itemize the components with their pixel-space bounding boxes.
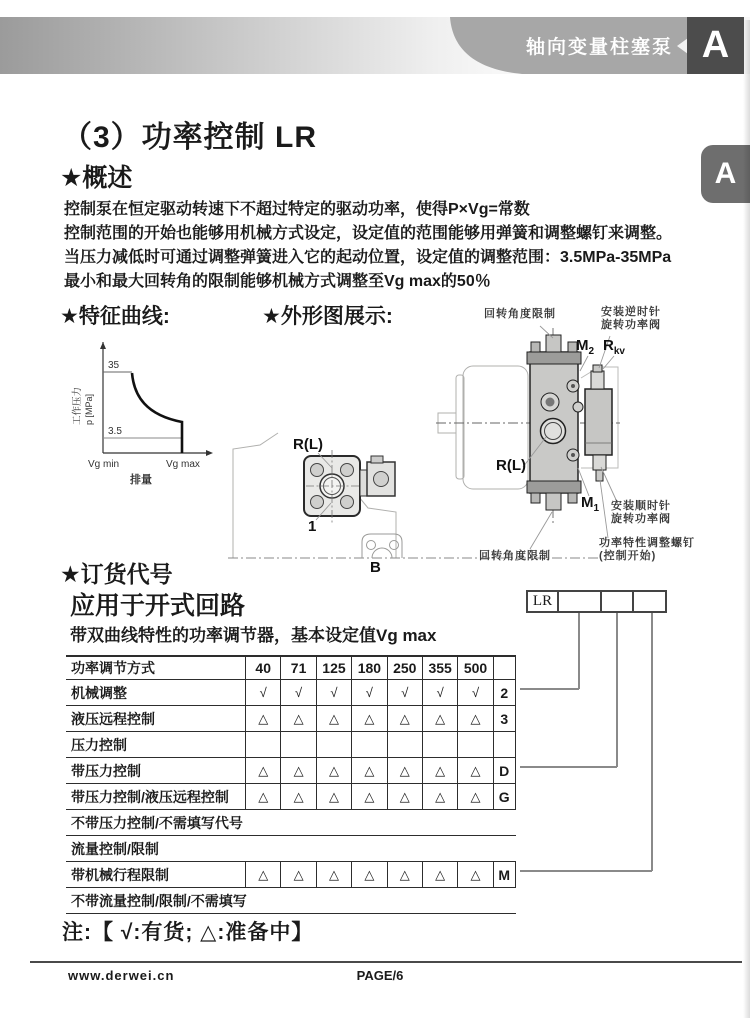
outline-heading: ★外形图展示:: [262, 305, 393, 328]
overview-paragraph: [64, 198, 744, 294]
table-header-row: [66, 657, 516, 680]
cw-valve-label: 安装顺时针 旋转功率阀: [611, 500, 671, 525]
order-code-prefix: LR: [526, 590, 559, 613]
code-col: [493, 657, 516, 679]
overview-line: 控制范围的开始也能够用机械方式设定，设定值的范围能够用弹簧和调整螺钉来调整。: [64, 225, 673, 242]
order-code-boxes: [526, 590, 667, 613]
order-code-cell-3: [602, 590, 634, 613]
table-row: 带压力控制/液压远程控制 △ △ △ △ △ △ △ G: [66, 784, 516, 810]
overview-heading: ★概述: [60, 164, 133, 192]
table-header-label: 功率调节方式: [71, 660, 155, 676]
y-axis-label-cn: 工作压力: [72, 386, 83, 425]
page-title: （3）功率控制 LR: [62, 121, 318, 154]
footer-website[interactable]: www.derwei.cn: [68, 968, 175, 983]
table-row-fullwidth: 不带流量控制/限制/不需填写: [66, 888, 516, 914]
x-max-tick: Vg max: [166, 459, 200, 470]
size-col: 40: [245, 657, 280, 679]
rotation-limit-label-bottom: 回转角度限制: [479, 550, 551, 562]
rotation-limit-label-top: 回转角度限制: [484, 308, 556, 320]
section-letter-box: A: [687, 17, 744, 74]
ccw-valve-label: 安装逆时针 旋转功率阀: [601, 306, 661, 331]
port-rl-label-front: R(L): [293, 436, 323, 453]
adjust-screw-label: 功率特性调整螺钉 (控制开始): [599, 537, 695, 562]
table-row: 带压力控制 △ △ △ △ △ △ △ D: [66, 758, 516, 784]
order-code-cell-2: [559, 590, 602, 613]
table-row: 带机械行程限制 △ △ △ △ △ △ △ M: [66, 862, 516, 888]
size-col: 125: [316, 657, 351, 679]
size-col: 500: [457, 657, 492, 679]
connector-line: [651, 613, 653, 871]
size-col: 71: [280, 657, 315, 679]
y-axis-label-unit: p [MPa]: [84, 393, 94, 425]
port-rl-label-side: R(L): [496, 457, 526, 474]
port-b-label: B: [370, 559, 381, 576]
header-band-title: 轴向变量柱塞泵: [525, 37, 673, 58]
connector-line: [616, 613, 618, 767]
x-min-tick: Vg min: [88, 459, 120, 470]
characteristic-curve-chart: [70, 330, 230, 488]
power-control-table: [66, 655, 516, 914]
footer-divider: [30, 961, 742, 963]
table-row-fullwidth: 不带压力控制/不需填写代号: [66, 810, 516, 836]
size-col: 355: [422, 657, 457, 679]
footer-page-number: PAGE/6: [356, 968, 404, 983]
open-circuit-heading: 应用于开式回路: [70, 592, 246, 620]
curve-heading: ★特征曲线:: [60, 305, 170, 328]
y-max-tick: 35: [108, 360, 120, 371]
order-code-cell-4: [634, 590, 667, 613]
table-row: 机械调整 √ √ √ √ √ √ √ 2: [66, 680, 516, 706]
order-description: 带双曲线特性的功率调节器，基本设定值Vg max: [70, 626, 437, 645]
connector-line: [520, 688, 579, 690]
size-col: 250: [387, 657, 422, 679]
table-row: 液压远程控制 △ △ △ △ △ △ △ 3: [66, 706, 516, 732]
connector-line: [520, 766, 617, 768]
order-code-heading: ★订货代号: [60, 561, 173, 587]
legend-note: 注:【 √:有货; △:准备中】: [62, 921, 314, 944]
overview-line: 控制泵在恒定驱动转速下不超过特定的驱动功率，使得P×Vg=常数: [64, 201, 530, 218]
side-tab-a[interactable]: A: [701, 145, 750, 203]
x-axis-label: 排量: [130, 474, 152, 486]
port-m2-label: $M_2$: [576, 337, 595, 357]
table-row-fullwidth: 流量控制/限制: [66, 836, 516, 862]
page-edge-shadow: [743, 20, 750, 1018]
connector-line: [520, 870, 652, 872]
port-rkv-label: $R_{kv}$: [603, 337, 625, 357]
flange-item-number: 1: [308, 518, 317, 535]
y-min-tick: 3.5: [108, 426, 122, 437]
overview-line: 当压力减低时可通过调整弹簧进入它的起动位置，设定值的调整范围：3.5MPa-35MPa: [64, 249, 672, 266]
table-row: 压力控制: [66, 732, 516, 758]
port-m1-label: $M_1$: [581, 494, 600, 514]
overview-line: 最小和最大回转角的限制能够机械方式调整至Vg max的50％: [64, 273, 491, 290]
connector-line: [578, 613, 580, 689]
size-col: 180: [351, 657, 386, 679]
